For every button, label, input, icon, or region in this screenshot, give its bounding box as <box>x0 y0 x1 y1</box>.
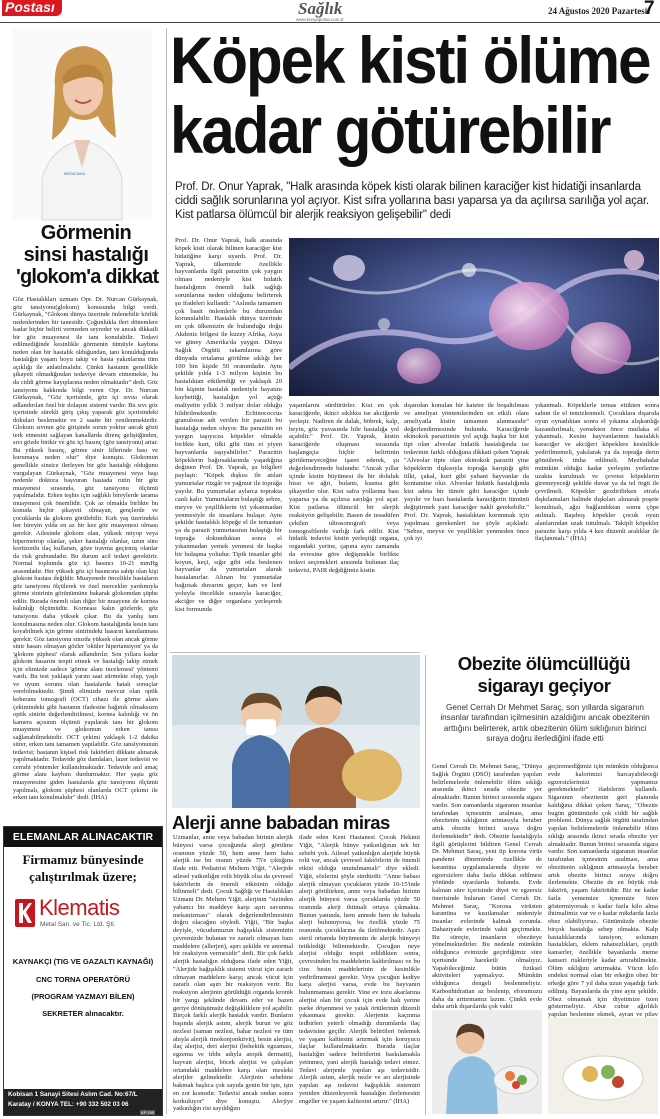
main-headline <box>170 23 660 176</box>
main-col2: yaşamlarını sürdürürler. Kist en çok karaciğerde, ikinci sıklıkta ise akciğerde yerleşir. Nadiren de dalak, böbrek, kalp, beyin, göz yuvasında bile hastalığa yol açabilir." Prof. Dr. Yaprak, kistin karaciğerde oluşması sırasında başlangıçta hiçbir belirtinin görülemeyeceğine işaret ederek, şu değerlendirmede bulundu: "Ancak yıllar içinde kistin büyümesi ile bir doluluk hissi ve ağrı, bulantı, kusma gibi şikayetler olur. Kist safra yollarına bası yaparsa ya da açılırsa sarılığa yol açar. Kist patlarsa ölümcül bir alerjik reaksiyon gelişebilir. Basen de tesadüfen çekilen ultrasonografi veya tomografilerde varlığı fark edilir. Kist hidatik tedavisi kistin yerleştiği organa, organdaki yerine, çapına aynı zamanda da evresine göre değişmekle birlikte tedavi seçenekleri arasında bulunan ilaç tedavisi, PAIR değdiğimiz kistin <box>289 402 399 574</box>
job-ad <box>3 826 163 1116</box>
main-col3: dışarıdan konulan bir kateter ile boşaltılması ve ameliyat yöntemlerinden en etkili olanı ameliyatla kistin tamamen alınmasıdır" değerlendirmesinde bulundu. Karaciğerde ekinokok parazitinin yol açtığı başka bir kist tipi olan alveolar hidatik hastalığında ise tedavinin farklı olduğuna dikkati çeken Yaprak "Alveolar tipte olan ekinokok paraziti yine köpeklerin dışkısıyla toprağa karıştığı gibi tilki, çakal, kurt gibi yabani hayvanlar da kontamine olur. Alveolar hidatik hastalığında kist adeta bir tümör gibi karaciğer içinde yayılır ve bazı hastalarda karaciğerin tümünü değiştirmek yani karaciğer nakli gerekebilir." Prof. Dr. Yaprak, hastalıktan korunmak için yapılması gerekenleri ise şöyle açıkladı: "Sebze, meyve ve yeşillikler yenmeden önce çok iyi <box>404 402 529 543</box>
ad-heading: ELEMANLAR ALINACAKTIR <box>4 827 162 847</box>
allergy-illustration <box>172 655 420 808</box>
ad-req2: CNC TORNA OPERATÖRÜ <box>35 975 131 984</box>
obesity-headline-line2: sigarayı geçiyor <box>477 675 611 696</box>
main-spot: Prof. Dr. Onur Yaprak, "Halk arasında köpek kisti olarak bilinen karaciğer kist hidatiği insanlarda ciddi sağlık sorunlarına yol açıyor. Kist sıfra yollarına bası yaparsa ya da açılırsa sarılığa yol açar. Kist patlarsa ölümcül bir alerjik reaksiyon gelişebilir" dedi <box>175 181 649 222</box>
ad-brand: Klematis <box>39 895 120 920</box>
center-divider <box>425 655 426 1115</box>
glokom-headline-line2: sinsi hastalığı <box>23 244 149 266</box>
obesity-spot: Genel Cerrah Dr Mehmet Saraç, son yıllarda sigaranın insanlar tarafından içilmesinin azaldığını ancak obezitenin arttığını belirterek, artık obezitenin ölüm sıklığının birinci sıraya doğru ilerlediğini ifade etti <box>440 703 650 744</box>
ad-code: KP 199 <box>141 1110 155 1115</box>
ad-req1: KAYNAKÇI (TIG VE GAZALTI KAYNAĞI) <box>12 957 154 966</box>
main-article-bottom-rule <box>170 652 420 653</box>
allergy-col2: ifade eden Kent Hastanesi Çocuk Hekimi Yiğit, "Alerjik bünye yatkınlığının tek bir sebebi yok. Ailesel yatkınlığın alerjide büyük rolü var, ancak çevresel faktörlerin de önemli etkisi olduğu unutulmamalı" diye ekledi. Yiğit, sözlerini şöyle sürdürdü: "Anne babası alerjik olmayan çocukların yüzde 10-15'inde alerji görülürken, anne veya babadan birinin alerjik bünyesi varsa çocuklarda yüzde 50 oranında alerji ihtimali ortaya çıkmakta. Bunun yanında, hem annede hem de babada alerji bulunuyorsa, bu özellik yüzde 75 oranında çocuklarına da iletilmektedir. Aşırı steril ortamda büyümenin de alerjik bünyeyi tetiklediği bilinmektedir. Çocuğun neye alerjisi olduğu tespit edildikten sonra, çevresinden bu maddelerin kaldırılması ve bu cins besin maddelerinin de kesinlikle yedirilmemesi gerekir. Veya çocuğun kediye karşı alerjisi varsa, evde bu hayvanın bulunmaması gerekir. Yine ev tozu akarlarına alerjisi olan bir çocuk için evde halı yerine parke döşenmesi ve yatak örtülerinin düzenli yıkanması gerekir. Alerjenin kaçınma tedbirleri yeterli olmadığı durumlarda ilaç tedavisine geçilir. Alerjik belirtileri önlemek ve yaşam kalitesini artırmak için koruyucu ilaçlar kullanılmaktadır. Burada ilaçlar hastalığın sadece belirtilerini baskılamakla yetinmez, yani alerjik hastalığı tedavi etmez. Tedavi alerjenle yapılan aşı tedavisidir. Alerjik astım, alerjik nezle ve arı alerjisinde yapılan aşı tedavisi bağışıklık sistemini yeniden düzenleyerek hastalığın ilerlemesini engeller ve yaşam kalitesini artırır." (İHA) <box>299 834 420 1105</box>
ad-line1: Firmamız bünyesinde <box>22 852 144 867</box>
doctor-portrait <box>12 28 152 220</box>
allergy-col1: Uzmanlar, anne veya babadan birinin alerjik bünyesi varsa çocuğunda alerji görülme oranının yüzde 50, hem anne hem baba alerjik ise bu oranın yüzde 75'e çıktığına ifade etti. Pediatrist Meltem Yiğit, "Alerjide ailesel yatkınlığın rolü büyük olsa da çevresel faktörlerin de önemli etkisinin olduğu bilinmeli" dedi. Çocuk Sağlığı ve Hastalıkları Uzmanı Dr. Meltem Yiğit, alerjinin "sizinden yabancı bir maddeye karşı aşırı savunma mekanizması" olarak değerlendirilmesinin doğru olacağını söyledi. Yiğit, "Bir başka deyişle, vücudumuzun bağışıklık sisteminin çevremizde bulunan ve zararlı olmayan bazı maddelere (allerjen), aşırı şekilde ve anormal bir reaksiyon vermesidir" dedi. Bir çok farklı alerjik hastalığın olduğuna ifade eden Yiğit, "Alerjide bağışıklık sistemi vücut için zararlı olmayan maddelere karşı; ancak vücut için zararlı olan aşırı bir reaksiyon verir. Bu reaksiyon alerjinin görüldüğü organda kronik bir yangı şeklinde devam eder ve bazen geriye dönüşümsüz değişikliklere yol açabilir. Birçok farklı alerjik hastalık vardır. Bunların başında alerjik astım, alerjik burun ve göz nezlesi (saman nezlesi, bahar nezlesi ve tüm ahıyla alerjik rinokonjonktivit), besin alerjisi, ilaç alerjisi, deri alerjisi (behektik egzaması, egzema ve tıbbı adıyla atopik dermatit), hayvan alerjisi, böcek alerjisi ve çalışılan ortamdaki maddelere karşı olan mesleki alerjiler gelmektedir. Alerjinin sebebine bakmak başlıca çok sayıda genin bir işte, işin en zor kısmıdır. Tedavisi ancak ondan sonra korkuluyor" diye konuştu. Alerjiye yatkınlığın risi sayıldığını <box>173 834 293 1113</box>
food-illustration <box>548 1018 658 1114</box>
glokom-photo <box>12 28 152 220</box>
main-headline-line1: Köpek kisti ölüme <box>170 23 650 98</box>
parasite-illustration <box>289 238 659 396</box>
ad-req3: (PROGRAM YAZMAYI BİLEN) <box>31 992 135 1001</box>
issue-date: 24 Ağustos 2020 Pazartesi <box>548 6 648 16</box>
allergy-photo <box>172 655 420 808</box>
ad-brand-sub: Metal San. ve Tic. Ltd. Şti. <box>40 921 116 928</box>
glokom-headline-line3: 'glokom'a dikkat <box>16 266 159 288</box>
obesity-headline <box>430 653 658 697</box>
main-headline-line2: kadar götürebilir <box>170 93 610 168</box>
obesity-headline-line1: Obezite ölümcüllüğü <box>457 653 631 674</box>
ad-req4: SEKRETER alınacaktır. <box>42 1009 124 1018</box>
main-col4: yıkanmalı. Köpeklerle temas ettikten sonra sabun ile el temizlenmeli. Çocuklara dışarıda oyun oynadıktan sonra el yıkama alışkanlığı kazandırılmalı, yemekten önce mutlaka el yıkanmalı. Kesim hayvanlarının hastalıklı karaciğer ve akciğeri köpeklere kesinlikle yedirilmemeli, yakılarak ya da toprağa derin gömülerek imha edilmeli. Mezbahalar mümkün olduğu kadar yerleşim yerlerine uzakta kurulmalı ve çevresi köpeklerin giremeyeceği şekilde duvar ya da tel örgü ile çevrilmeli. Köpekler gezdirilirken etrafa dışkılamaları halinde dışkıları alınarak poşete konulmalı, ağzı bağlandıktan sonra çöpe atılmalı. Başıboş köpekler çocuk oyun alanlarından uzak tutulmalı. Takipli köpekler parazite karşı yılda 4 kez düzenli aralıklar ile ilaçlanmalı." (İHA) <box>535 402 659 543</box>
main-col1: Prof. Dr. Onur Yaprak, halk arasında köpek kisti olarak bilinen karaciğer kist hidatiğine karşı uyardı. Prof. Dr. Yaprak, ülkemizde özellikle hayvanlarda ilgili parazitin çok yaygın olması nedeniyle kist hidatik hastalığının önemli halk sağlığı sorunlarına neden olduğunu belirterek şu ifadeleri kullandı: "Aslında tamamen çok basit önlemlerle bu durumdan korunulabilir. Hastalık dünya üzerinde en çok ülkemizin de bulunduğu doğu Akdeniz bölgesi ile kuzey Afrika, Asya ve güney Amerika'da yaygın. Dünya Sağlık Örgütü rakamlarına göre dünyada ortalama görülme sıklığı her 100 bin kişide 50 oranındadır. Aynı şekilde yılda 1-3 milyon kişinin bu hastalıktan etkilendiği ve yaklaşık 20 bin kişinin hastalık nedeniyle hayatını kaybettiği, hastalığın yol açtığı maliyetin yıllık 3 milyar dolar olduğu bildirilmektedir. Echinococcus granulosus adı verilen bir parazit bu hastalığa neden oluyor. Bu parazitin en yaygın taşıyıcısı köpekler olmakla birlikte kurt, tilki gibi tüm et yiyen hayvanlarda taşıyabilirler." Parazitin köpeklerin bağırsaklarında yaşadığına değinen Prof. Dr. Yaprak, şu bilgileri paylaştı: "Köpek dışkısı ile atılan yumurtalar rüzgâr ve yağmur ile toprağa yayılır. Bu yumurtalar aylarca toprakta canlı kalır. Yumurtaların bulaştığı sebze, meyve ve yeşilliklerin iyi yıkanmadan yenmesiyle de insanlara bulaşır. Aynı şekilde hastalıklı köpeğe el ile temastan ya da parazit yumurtasının bulaştığı bir toprağa dokunduktan sonra el yıkanmadan yemek yenmesi de başka bir bulaşma yoludur. Tipik insanlar gibi koyun, keçi, sığır gibi otla beslenen hayvanlar da yumurtaları alarak hastalanırlar. Alınan bu yumurtalar bağırsak duvarını geçer, kan ve lenf yoluyla öncelikle sırasıyla karaciğer, akciğer ve diğer organlara yerleşerek kist formunda <box>175 237 282 613</box>
klematis-logo-icon <box>14 898 36 928</box>
parasite-image <box>289 238 659 396</box>
obesity-photo <box>432 1010 542 1114</box>
obesity-col1: Genel Cerrah Dr. Mehmet Saraç, "Dünya Sağlık Örgütü (DSÖ) tarafından yapılan belirlemelerde önlenebilir ölüm sıklığı arasında ikinci sırada obezite yer almaktadır. Bunun birinci sırasında sigara vardır. Son zamanlarda sigaranın insanlar tarafından içmesinin azalması, ama obezitenin sıklığının artmasıyla beraber artık obezite birinci sıraya doğru ilerlemektedir" dedi. Obezite hastalığıyla ilgili görüşlerini bildiren Genel Cerrah Dr. Mehmet Saraç, yeni tip korona virüs pandemi döneminde özellikle de karantina uygulamalarında diyete ve egzersizlere daha fazla dikkat edilmesi yönünde uyarılarda bulundu. Evde kalınan süre içerisinde diyet ve egzersiz önerisinde bulunan Genel Cerrah Dr. Mehmet Saraç, "Korona virüsten karantina ve kısıtlamalar nedeniyle insanlar evlerinde kalmak zorunda. Dahaziyade evlerinde vakit geçirmekte. Bu süreçte, insanların obeziteye yönelmektedirler. Bu nedenle mümkün olduğunca evimizde geçirdiğimiz süre içerisinde hareketli olmalıyız. Yapabileceğimiz bütün fiziksel aktiviteleri yapmalıyız. Mümkün olduğunca dengeli beslenmeliyiz. Karbonhidrattan az beslenip, eforumuzu daha da arttırmamız lazım. Çünkü evde daha artık dışarılarda çok vakit <box>432 763 542 1011</box>
masthead <box>0 0 660 24</box>
obesity-illustration <box>432 1010 542 1114</box>
glokom-body: Göz Hastalıkları uzmanı Opr. Dr. Nurcan Gürkaynak, göz tansiyonu(glokom) konusunda bilgi verdi. Gürkaynak, "Glokom dünya üzerinde önlenebilir körlük nedenlerinden bir tanesidir. Çoğunlukla ileri dönemlere kadar hiçbir belirti vermeden seyreder ve ancak dikkatli bir göz muayenesi ile tanı konulabilir. Tedavi edilmediğinde kesinlikle görmenin tümüyle kaybına neden olan bir hastalık olduğundan, tanı konulduğunda hastalığın yaşam boyu takip ve hasta yakınlarına tüm açıklığı ile anlatılmalıdır. Çünkü hastanın genellikle şikayeti olmadığından tedaviye devam etmemekte, bu da ciddi görme kayıplarına neden olmaktadır" dedi. Göz tansiyonu hakkında bilgi veren Opr. Dr. Nurcan Gürkaynak, "Göz içerisinde, göz içi sıvısı olarak adlandırılan özel bir dolaşım sistemi vardır. Bu sıvı göz içerisinde sürekli giriş çıkış yaparak göz içerisindeki dokuları beslemekte ve 2 saatte bir yenilenmektedir. Glokom sıvının göz girişinde sorun yoktur ancak gözü terk etmesini sağlayan kanallarda direnç geliştiğinden, sıvı gözde birikir ve göz içi basınç (göz tansiyonu) artar. Bu yüksek basınç, görme sinir liflerinde bası ve kurumaya neden olur" diye konuştu. Glokomun genellikle sinsice ilerleyen bir göz hastalığı olduğunu vurgulayan Gürkaynak, "Göz muayenesi veya başı nedenle doktora başvuran hastada rutin bir göz muayenesi sırasında, göz tansiyonu ölçümü yapılmalıdır. Erken teşhis için sağlıklı bireylerde tarama muayenesi çok önemlidir. Çok az olmakla birlikte bu konuda hiçbir şikayeti olmayan, gençlerde ve çocuklarda da glokom görülebilir. Kırk yaş üzerindeki her bireyin yılda en az bir kez göz muayenesi olması gerekir. Ailesinde glokom olan, yüksek miyop veya hipermetrop olanlar, şeker hastalığı olanlar, uzun süre kortizonlu ilaç kullanan, göze travma geçirmiş olanlar da risk grubundadır. Bu durum acil tedavi gerektirir. Normal toplumda göz içi basıncı 10-21 mmHg arasındadır. Her yüksek göz içi basıncına sahip olan kişi glokom hastası değildir. Muayenede öncelikle hastaların göz tansiyonu ölçülerek ve özel mercekler yardımıyla görme sinirinin görünümüne bakarak glokomdan şüphe edilir. Burada önemli olan diğer bir muayene de kornea kalınlığı ölçümüdür. Korneası kalın gözlerde, göz tansiyonu daha yüksek çıkar. Bu da yanlış tanı konulmasına neden olur. Glokom hastalığında kesin tanı koyabilmek için görme sinirindeki hasarın kanıtlanması gerekir. Göz tansiyonu sınırda yüksek olan ancak görme sinir hasarı olmayan gözler 'oküler hipertansiyon' ya da 'glokom şüphesi' olarak adlandırılır. Son yıllara kadar glokom hasarını tespit etmek ve hastalığı takip etmek için elimizde sadece 'görme alanı incelemesi' yöntemi vardı. Bu test yaklaşık yarım saat sürmekte olup, yaşlı ve uyum sorunu olan hastalarda hatalı sonuçlar verebilmektedir. Şimdi elimizde mevcut olan optik koherans tomografi (OCT) cihazı ile görme alanı çekimindeki gibi hastanın ifadesine bağımlı olmaksızın optik sinirin değerlendirilmesi, kornea kalınlığı ve ön kamera açısının ölçümü yapılarak tanı bir glokom muayenesi ve glokomun erken tanısı sağlanabilmektedir. OCT çekimi yaklaşık 1-2 dakika sürer, erken tanı tamamen yapılabilir. Göz tansiyonunun tedavisi; hastanın kişisel risk faktörleri dikkate alınarak yapılmaktadır. Tedavide göz damlaları, lazer tedavisi ve cerrahi yöntemler kullanılmaktadır. Tedavide asıl amaç görme alanı kaybını durdurmaktır. Her yaşta göz muayenesine giden hastalarda göz tansiyonu ölçümü yapılmalı, glokom şüphesi olanlarda OCT çekimi ile erken tanı konulmalıdır" dedi. (İHA) <box>13 296 158 802</box>
obesity-col2: geçiremediğimiz için mümkün olduğunca evde kalorimizi harcayabileceği egzersizlerimizi yapmamız gerekmektedir" ifadelerini kullandı. Sigaranın obezitenin geri planında kaldığına dikkat çeken Saraç, "Obezite bugün günümüzde çok ciddi bir sağlık problemi. Dünya sağlık örgütü tarafından yapılan belirlemelerde önlenebilir ölüm sıklığı arasında ikinci sırada obezite yer almaktadır. Bunun birinci sırasında sigara vardır. Son zamanlarda sigaranın insanlar tarafından içmesinin azalması, ama obezitenin sıklığının artmasıyla beraber artık obezite birinci sıraya doğru ilerlemekte. Obezite de en büyük risk faktörü, yaşam faktörüdür. Biz ne kadar fazla yememize içmemize özen göstermiyorsak o kadar fazla kilo alma ihtimalimiz var ve o kadar mikdarda fazla obez olabiliyoruz. Günümüzde obezite birçok hastalığa sebep olmakta. Kalp hastalıklarında tansiyon, solunum hastalıkları, eklem rahatsızlıkları, çeşitli kanserler, özellikle bayanlarda meme kanseri riskleriyle kadar artırabilmekte. Ölüm sıklığını artırmakta. Vücut kilo endeksi normal olan bir erkeğin obez bir erkeğe göre 7 yıl daha uzun yaşadığı fark edilmiş. Bayanlarda da yine aynı şekilde. Obez olmamak için diyetimize özen göstermeliyiz. Abur cubur ağırlıklı yapılan beslenme ekmek, ayran ve pilav <box>548 763 658 1018</box>
logo-text: Postası <box>5 0 55 15</box>
page-number: 7 <box>644 0 655 19</box>
coat-label: MEDICANA <box>64 171 86 176</box>
glokom-headline <box>16 222 159 288</box>
obesity-photo-2 <box>548 1018 658 1114</box>
allergy-headline: Alerji anne babadan miras <box>172 812 390 833</box>
site-url: www.konyaposta.com.tr <box>296 17 344 22</box>
section-title: Sağlık <box>298 0 343 18</box>
left-column-divider <box>166 28 167 1114</box>
ad-line2: çalıştırılmak üzere; <box>29 869 137 884</box>
ad-address1: Kobisan 1 Sanayi Sitesi Aslım Cad. No:67/L <box>8 1091 138 1098</box>
glokom-headline-line1: Görmenin <box>40 222 132 244</box>
ad-address2: Karatay / KONYA TEL: +90 332 502 03 06 <box>8 1101 129 1108</box>
